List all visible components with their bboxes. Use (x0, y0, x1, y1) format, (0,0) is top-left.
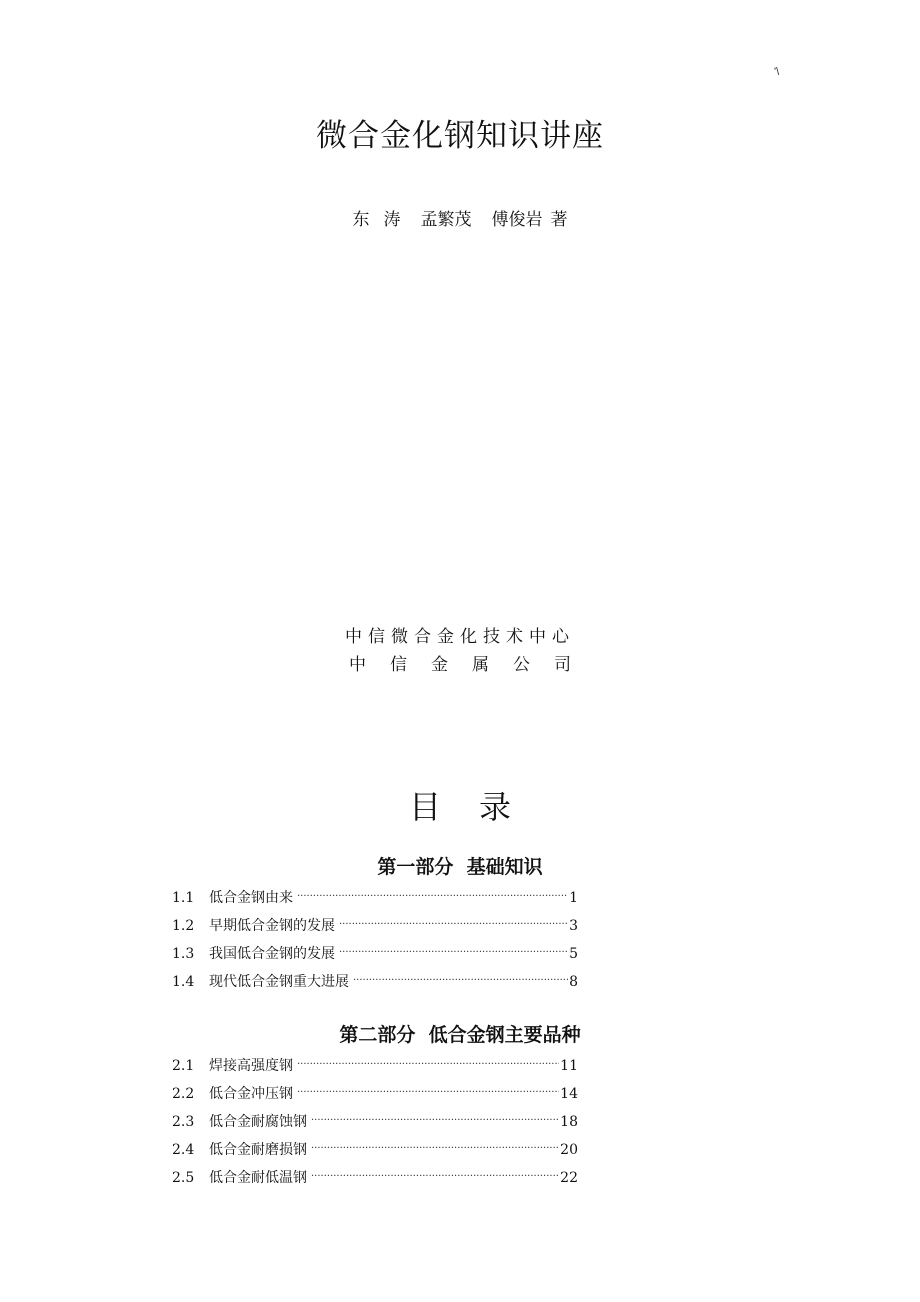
toc-entry-number: 1.1 (172, 890, 195, 906)
toc-entry-number: 2.5 (172, 1170, 195, 1186)
toc-entry-text: 低合金耐腐蚀钢 (209, 1114, 307, 1130)
toc-entry[interactable] (172, 912, 578, 940)
toc-list-part-2 (172, 1052, 578, 1192)
toc-entry-text: 焊接高强度钢 (209, 1058, 293, 1074)
author-1: 东涛 (352, 210, 415, 230)
toc-entry[interactable] (172, 1108, 578, 1136)
toc-entry[interactable] (172, 940, 578, 968)
toc-entry-page: 3 (569, 918, 578, 934)
toc-entry[interactable] (172, 884, 578, 912)
toc-leader-dots (311, 1107, 559, 1135)
toc-entry-text: 低合金耐低温钢 (209, 1170, 307, 1186)
toc-leader-dots (297, 1051, 559, 1079)
toc-entry-number: 2.4 (172, 1142, 195, 1158)
toc-list-part-1 (172, 884, 578, 996)
toc-leader-dots (339, 911, 568, 939)
toc-leader-dots (297, 883, 568, 911)
toc-part-title: 第二部分 低合金钢主要品种 (339, 1024, 581, 1046)
toc-entry[interactable] (172, 1164, 578, 1192)
toc-entry[interactable] (172, 968, 578, 996)
toc-entry-page: 22 (560, 1170, 578, 1186)
toc-entry-text: 低合金冲压钢 (209, 1086, 293, 1102)
toc-entry[interactable] (172, 1080, 578, 1108)
toc-entry-number: 1.4 (172, 974, 195, 990)
toc-entry-number: 2.2 (172, 1086, 195, 1102)
corner-mark: '\ (774, 66, 780, 78)
toc-part-title: 第一部分 基础知识 (377, 856, 543, 878)
toc-entry-number: 1.3 (172, 946, 195, 962)
toc-entry-number: 1.2 (172, 918, 195, 934)
toc-entry-page: 5 (569, 946, 578, 962)
authors-suffix: 著 (550, 210, 568, 230)
toc-entry-page: 1 (569, 890, 578, 906)
toc-entry-text: 低合金耐磨损钢 (209, 1142, 307, 1158)
toc-entry-text: 低合金钢由来 (209, 890, 293, 906)
authors-line (0, 207, 920, 233)
toc-entry[interactable] (172, 1052, 578, 1080)
toc-leader-dots (311, 1135, 559, 1163)
publisher-line-1: 中信微合金化技术中心 (345, 627, 575, 647)
toc-entry-page: 11 (560, 1058, 578, 1074)
toc-entry-text: 现代低合金钢重大进展 (209, 974, 349, 990)
toc-entry-page: 14 (560, 1086, 578, 1102)
document-title: 微合金化钢知识讲座 (316, 118, 604, 154)
toc-entry-page: 20 (560, 1142, 578, 1158)
toc-entry-number: 2.1 (172, 1058, 195, 1074)
author-3: 傅俊岩 (491, 210, 543, 230)
author-2: 孟繁茂 (420, 210, 472, 230)
toc-heading: 目录 (408, 788, 549, 826)
toc-entry-text: 我国低合金钢的发展 (209, 946, 335, 962)
toc-leader-dots (311, 1163, 559, 1191)
publisher-line-2: 中信金属公司 (349, 655, 595, 675)
toc-entry-number: 2.3 (172, 1114, 195, 1130)
toc-leader-dots (353, 967, 568, 995)
toc-leader-dots (297, 1079, 559, 1107)
toc-entry-text: 早期低合金钢的发展 (209, 918, 335, 934)
toc-entry-page: 8 (569, 974, 578, 990)
toc-leader-dots (339, 939, 568, 967)
toc-entry-page: 18 (560, 1114, 578, 1130)
toc-entry[interactable] (172, 1136, 578, 1164)
